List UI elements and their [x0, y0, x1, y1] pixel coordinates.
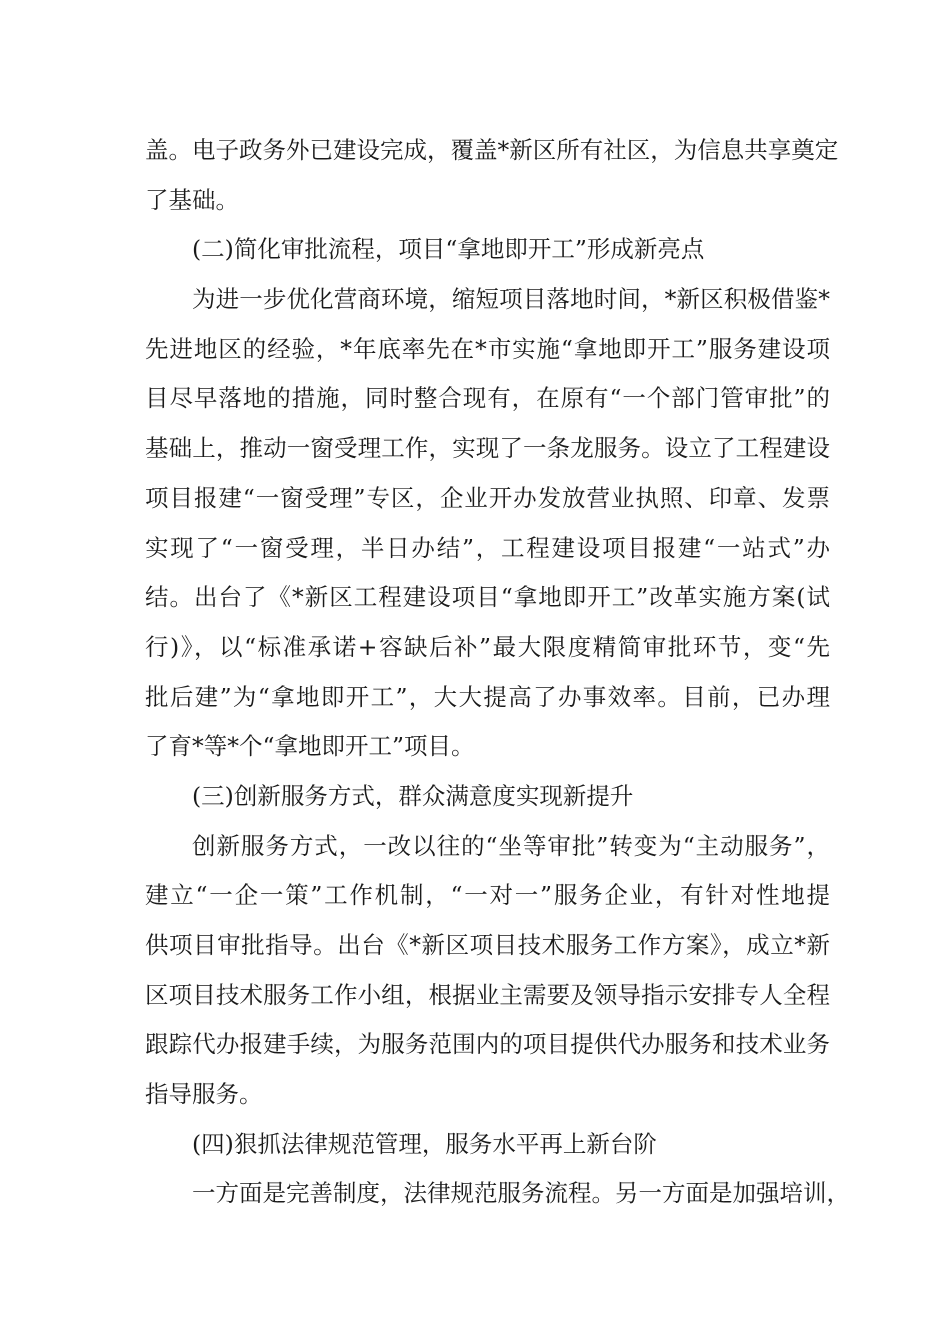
text-line: (三)创新服务方式，群众满意度实现新提升	[192, 781, 634, 810]
text-line: (四)狠抓法律规范管理，服务水平再上新台阶	[192, 1129, 657, 1158]
text-line: 了基础。	[145, 185, 239, 214]
text-line: 盖。电子政务外已建设完成，覆盖*新区所有社区，为信息共享奠定	[145, 136, 839, 164]
text-line: 行)》，以“标准承诺+容缺后补”最大限度精简审批环节，变“先	[145, 632, 830, 661]
text-line: 基础上，推动一窗受理工作，实现了一条龙服务。设立了工程建设	[145, 434, 830, 463]
text-line: 区项目技术服务工作小组，根据业主需要及领导指示安排专人全程	[145, 980, 830, 1009]
text-line: 了育*等*个“拿地即开工”项目。	[145, 732, 475, 761]
text-line: 结。出台了《*新区工程建设项目“拿地即开工”改革实施方案(试	[145, 583, 830, 612]
text-line: 先进地区的经验，*年底率先在*市实施“拿地即开工”服务建设项	[145, 334, 830, 363]
text-line: 批后建”为“拿地即开工”，大大提高了办事效率。目前，已办理	[145, 682, 830, 711]
text-line: 供项目审批指导。出台《*新区项目技术服务工作方案》，成立*新	[145, 931, 830, 959]
text-line: 跟踪代办报建手续，为服务范围内的项目提供代办服务和技术业务	[145, 1030, 830, 1059]
text-line: 项目报建“一窗受理”专区，企业开办发放营业执照、印章、发票	[145, 483, 830, 512]
text-line: 建立“一企一策”工作机制，“一对一”服务企业，有针对性地提	[145, 881, 830, 910]
text-line: (二)简化审批流程，项目“拿地即开工”形成新亮点	[192, 235, 705, 264]
text-line: 实现了“一窗受理，半日办结”，工程建设项目报建“一站式”办	[145, 533, 830, 562]
text-line: 指导服务。	[145, 1080, 263, 1109]
document-body	[145, 126, 850, 1219]
text-line: 创新服务方式，一改以往的“坐等审批”转变为“主动服务”，	[192, 831, 830, 860]
text-line: 一方面是完善制度，法律规范服务流程。另一方面是加强培训，	[192, 1179, 850, 1208]
text-line: 为进一步优化营商环境，缩短项目落地时间，*新区积极借鉴*	[192, 285, 830, 314]
text-line: 目尽早落地的措施，同时整合现有，在原有“一个部门管审批”的	[145, 384, 830, 413]
